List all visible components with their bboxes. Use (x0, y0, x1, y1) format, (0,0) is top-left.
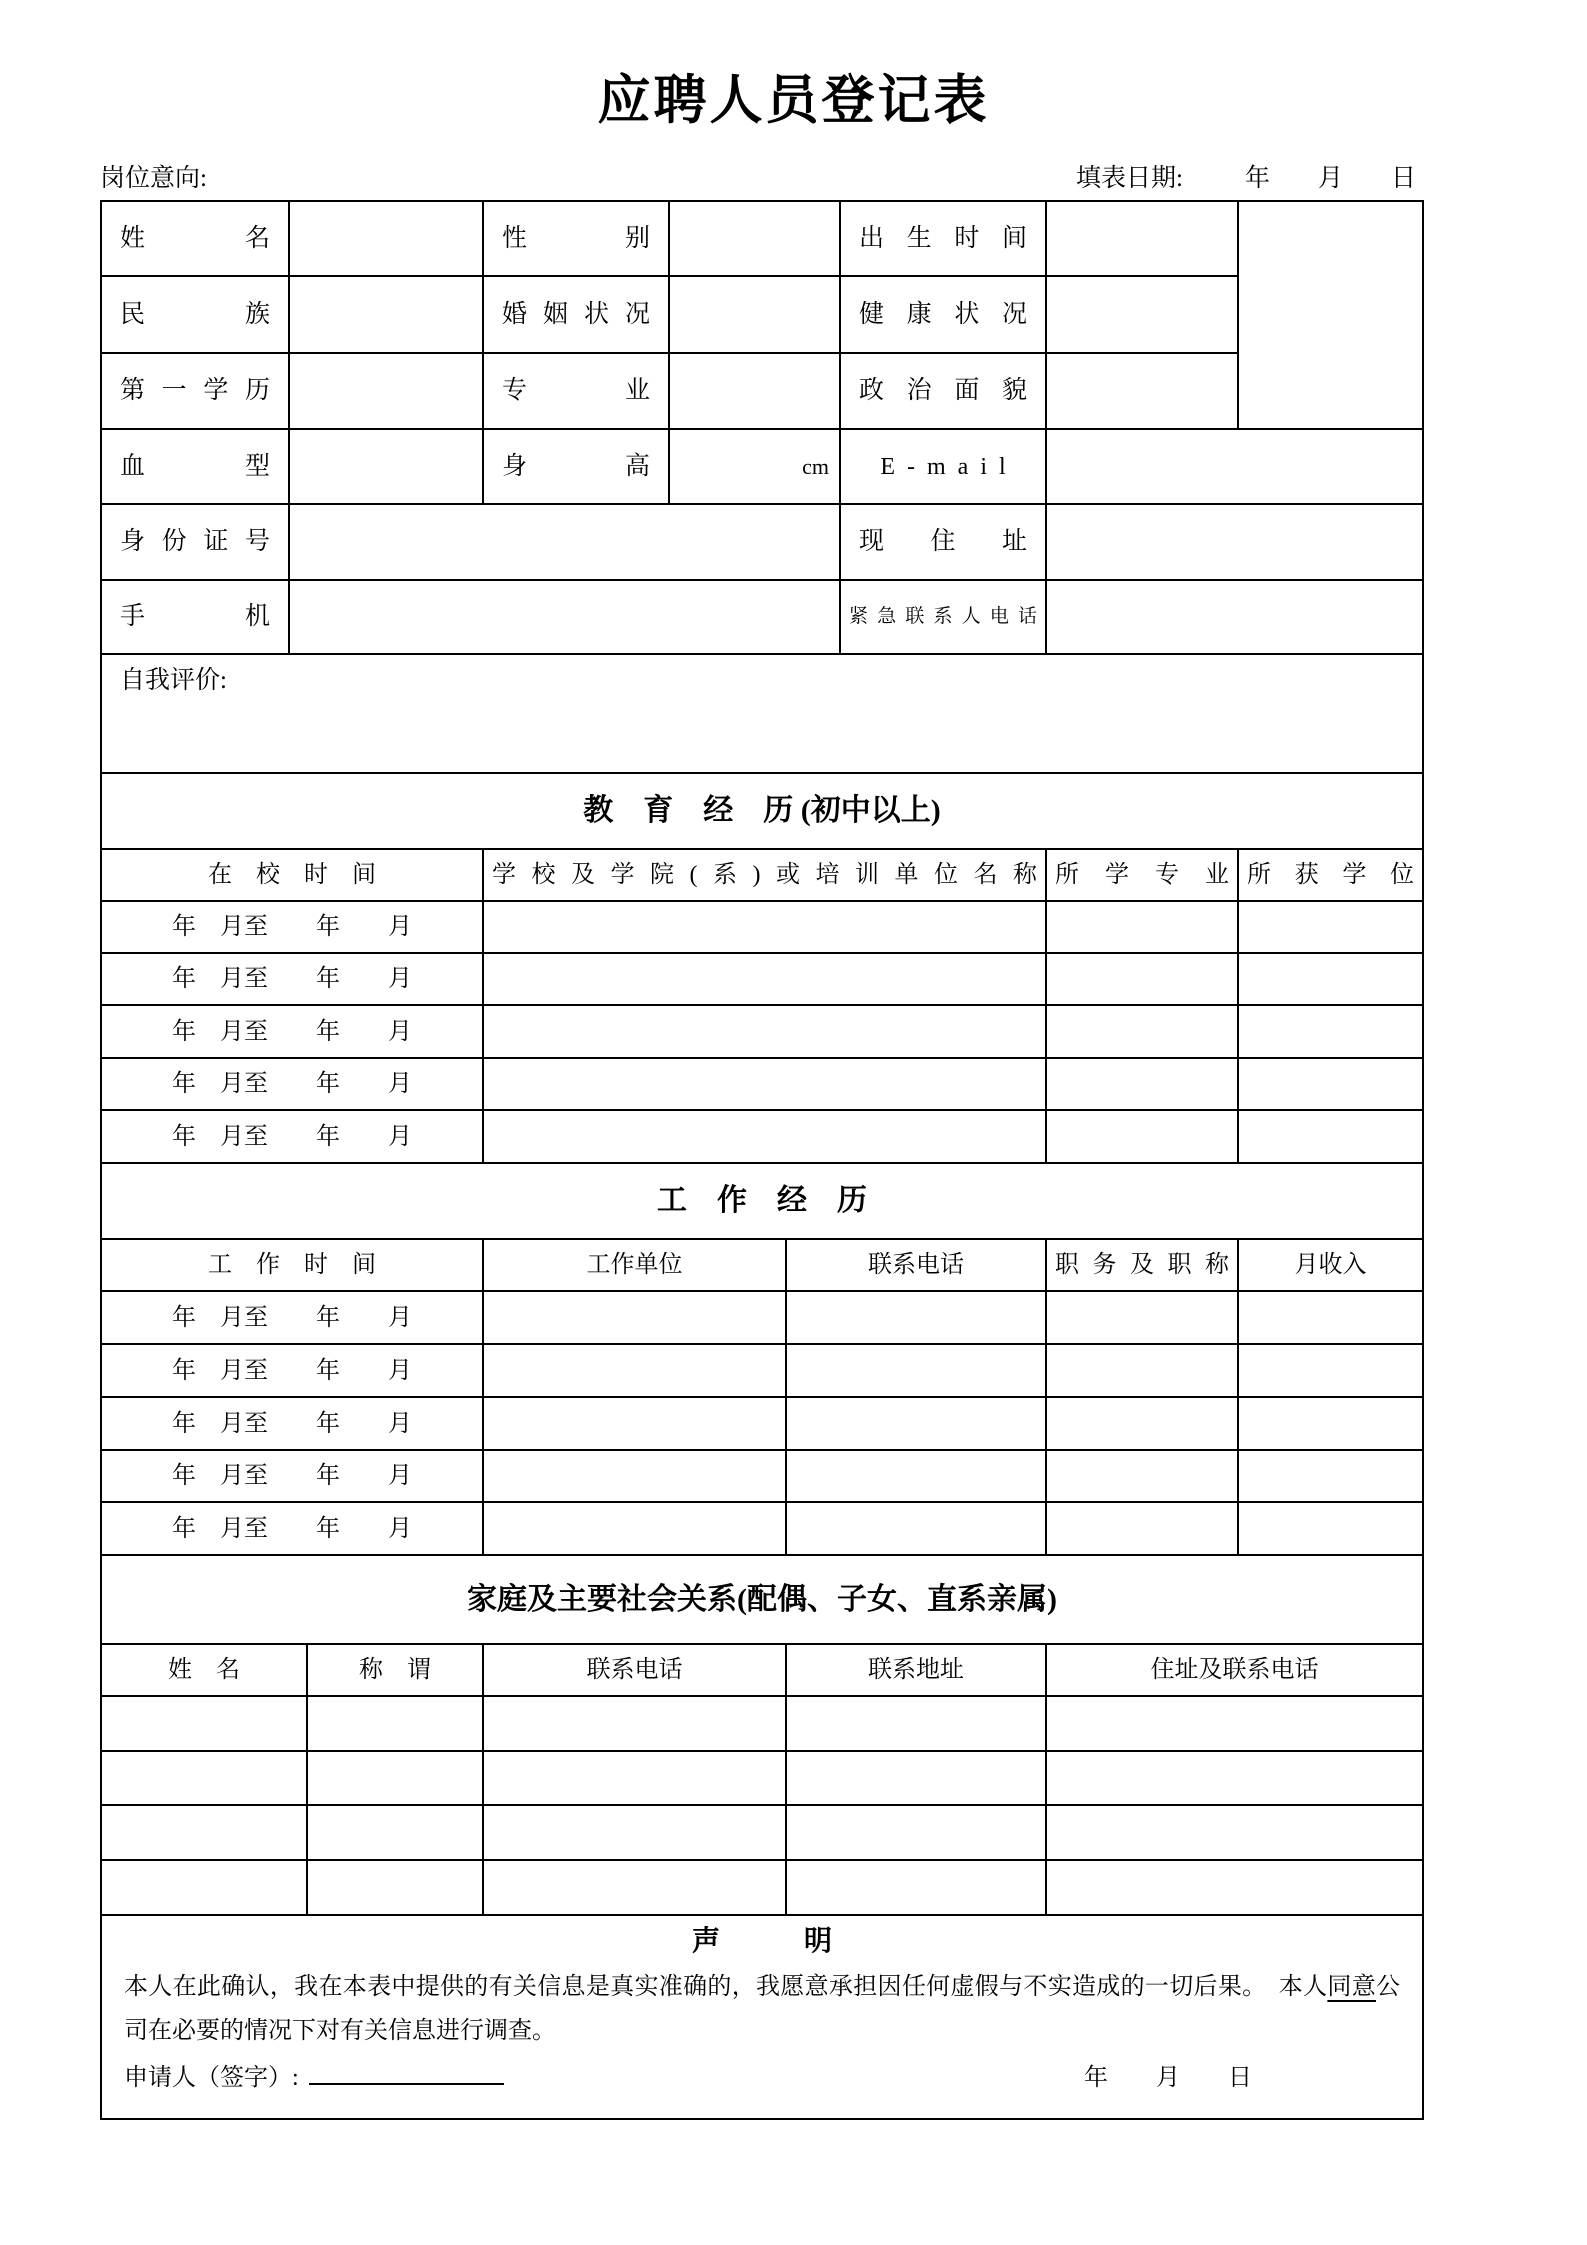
work-company-cell[interactable] (483, 1502, 786, 1555)
declaration-text-underlined: 同意 (1327, 1974, 1377, 2000)
work-phone-cell[interactable] (786, 1450, 1046, 1502)
work-company-cell[interactable] (483, 1450, 786, 1502)
edu-period-cell[interactable]: 年 月至 年 月 (101, 1005, 483, 1058)
family-header-address: 联系地址 (786, 1644, 1046, 1696)
fill-date-year[interactable]: 年 (1244, 165, 1270, 192)
edu-degree-cell[interactable] (1238, 1110, 1423, 1163)
work-period-cell[interactable]: 年 月至 年 月 (101, 1502, 483, 1555)
address-label: 现住址 (840, 504, 1046, 580)
family-section-title: 家庭及主要社会关系(配偶、子女、直系亲属) (101, 1555, 1423, 1644)
political-label: 政治面貌 (840, 353, 1046, 429)
height-field[interactable]: cm (669, 429, 840, 504)
signature-date[interactable]: 年 月 日 (1084, 2065, 1252, 2091)
height-label: 身高 (483, 429, 669, 504)
id-number-label: 身份证号 (101, 504, 289, 580)
edu-school-cell[interactable] (483, 1110, 1046, 1163)
edu-major-cell[interactable] (1046, 1005, 1238, 1058)
work-header-phone: 联系电话 (786, 1239, 1046, 1291)
work-position-cell[interactable] (1046, 1397, 1238, 1450)
family-name-cell[interactable] (101, 1696, 307, 1751)
email-field[interactable] (1046, 429, 1423, 504)
edu-school-cell[interactable] (483, 953, 1046, 1005)
work-position-cell[interactable] (1046, 1502, 1238, 1555)
work-position-cell[interactable] (1046, 1291, 1238, 1344)
family-name-cell[interactable] (101, 1860, 307, 1915)
signer-label: 申请人（签字）: (124, 2065, 299, 2091)
declaration-cell (101, 1915, 1423, 2119)
page-title: 应聘人员登记表 (597, 71, 990, 130)
family-header-phone: 联系电话 (483, 1644, 786, 1696)
work-position-cell[interactable] (1046, 1450, 1238, 1502)
work-header-position: 职务及职称 (1046, 1239, 1238, 1291)
work-income-cell[interactable] (1238, 1450, 1423, 1502)
edu-period-cell[interactable]: 年 月至 年 月 (101, 1110, 483, 1163)
first-degree-label: 第一学历 (101, 353, 289, 429)
marital-label: 婚姻状况 (483, 276, 669, 353)
declaration-body (124, 1965, 1400, 2053)
email-label: E-mail (840, 429, 1046, 504)
position-intent-label[interactable]: 岗位意向: (100, 165, 207, 192)
work-income-cell[interactable] (1238, 1397, 1423, 1450)
edu-school-cell[interactable] (483, 901, 1046, 953)
health-field[interactable] (1046, 276, 1238, 353)
id-number-field[interactable] (289, 504, 840, 580)
edu-header-major: 所学专业 (1046, 849, 1238, 901)
declaration-text-after: 公司在必要的情况下对有关信息进行调查。 (124, 1974, 1401, 2044)
work-income-cell[interactable] (1238, 1502, 1423, 1555)
work-company-cell[interactable] (483, 1291, 786, 1344)
political-field[interactable] (1046, 353, 1238, 429)
family-addr-phone-cell[interactable] (1046, 1696, 1423, 1751)
mobile-field[interactable] (289, 580, 840, 654)
family-name-cell[interactable] (101, 1805, 307, 1860)
meta-row (100, 158, 1422, 194)
birth-label: 出生时间 (840, 201, 1046, 276)
work-phone-cell[interactable] (786, 1291, 1046, 1344)
birth-field[interactable] (1046, 201, 1238, 276)
work-company-cell[interactable] (483, 1397, 786, 1450)
work-header-company: 工作单位 (483, 1239, 786, 1291)
edu-degree-cell[interactable] (1238, 901, 1423, 953)
health-label: 健康状况 (840, 276, 1046, 353)
work-phone-cell[interactable] (786, 1397, 1046, 1450)
family-relation-cell[interactable] (307, 1860, 483, 1915)
major-field[interactable] (669, 353, 840, 429)
edu-school-cell[interactable] (483, 1058, 1046, 1110)
family-relation-cell[interactable] (307, 1805, 483, 1860)
family-relation-cell[interactable] (307, 1751, 483, 1805)
work-position-cell[interactable] (1046, 1344, 1238, 1397)
self-evaluation-label: 自我评价: (120, 667, 227, 694)
family-phone-cell[interactable] (483, 1805, 786, 1860)
family-addr-phone-cell[interactable] (1046, 1805, 1423, 1860)
edu-degree-cell[interactable] (1238, 1058, 1423, 1110)
work-period-cell[interactable]: 年 月至 年 月 (101, 1291, 483, 1344)
family-phone-cell[interactable] (483, 1751, 786, 1805)
ethnicity-field[interactable] (289, 276, 483, 353)
fill-date-label: 填表日期: (1076, 165, 1183, 192)
family-phone-cell[interactable] (483, 1860, 786, 1915)
blood-field[interactable] (289, 429, 483, 504)
emergency-contact-field[interactable] (1046, 580, 1423, 654)
edu-major-cell[interactable] (1046, 1058, 1238, 1110)
edu-degree-cell[interactable] (1238, 953, 1423, 1005)
application-form-table (100, 200, 1424, 2120)
self-evaluation-cell[interactable] (101, 654, 1423, 773)
work-period-cell[interactable]: 年 月至 年 月 (101, 1397, 483, 1450)
work-phone-cell[interactable] (786, 1502, 1046, 1555)
signature-line[interactable] (309, 2057, 504, 2085)
address-field[interactable] (1046, 504, 1423, 580)
edu-header-time: 在 校 时 间 (101, 849, 483, 901)
fill-date-day[interactable]: 日 (1390, 165, 1416, 192)
major-label: 专业 (483, 353, 669, 429)
edu-major-cell[interactable] (1046, 953, 1238, 1005)
marital-field[interactable] (669, 276, 840, 353)
edu-school-cell[interactable] (483, 1005, 1046, 1058)
fill-date-group (1076, 158, 1416, 194)
gender-field[interactable] (669, 201, 840, 276)
family-name-cell[interactable] (101, 1751, 307, 1805)
family-addr-phone-cell[interactable] (1046, 1751, 1423, 1805)
edu-period-cell[interactable]: 年 月至 年 月 (101, 901, 483, 953)
family-address-cell[interactable] (786, 1751, 1046, 1805)
first-degree-field[interactable] (289, 353, 483, 429)
edu-major-cell[interactable] (1046, 901, 1238, 953)
edu-major-cell[interactable] (1046, 1110, 1238, 1163)
work-income-cell[interactable] (1238, 1344, 1423, 1397)
family-address-cell[interactable] (786, 1805, 1046, 1860)
work-phone-cell[interactable] (786, 1344, 1046, 1397)
declaration-text-before: 本人在此确认，我在本表中提供的有关信息是真实准确的，我愿意承担因任何虚假与不实造成的一切后果。 本人 (124, 1974, 1328, 2000)
edu-period-cell[interactable]: 年 月至 年 月 (101, 1058, 483, 1110)
family-addr-phone-cell[interactable] (1046, 1860, 1423, 1915)
photo-box[interactable] (1238, 201, 1423, 429)
name-label: 姓名 (101, 201, 289, 276)
family-header-addr-phone: 住址及联系电话 (1046, 1644, 1423, 1696)
work-section-title: 工 作 经 历 (101, 1163, 1423, 1239)
work-period-cell[interactable]: 年 月至 年 月 (101, 1344, 483, 1397)
signer-row (124, 2057, 1400, 2093)
edu-degree-cell[interactable] (1238, 1005, 1423, 1058)
declaration-title: 声 明 (691, 1926, 832, 1957)
family-header-name: 姓 名 (101, 1644, 307, 1696)
edu-header-school: 学校及学院(系)或培训单位名称 (483, 849, 1046, 901)
emergency-contact-label: 紧急联系人电话 (840, 580, 1046, 654)
blood-label: 血型 (101, 429, 289, 504)
edu-header-degree: 所获学位 (1238, 849, 1423, 901)
family-address-cell[interactable] (786, 1696, 1046, 1751)
family-relation-cell[interactable] (307, 1696, 483, 1751)
name-field[interactable] (289, 201, 483, 276)
ethnicity-label: 民族 (101, 276, 289, 353)
work-header-income: 月收入 (1238, 1239, 1423, 1291)
work-period-cell[interactable]: 年 月至 年 月 (101, 1450, 483, 1502)
family-address-cell[interactable] (786, 1860, 1046, 1915)
work-company-cell[interactable] (483, 1344, 786, 1397)
gender-label: 性别 (483, 201, 669, 276)
education-section-title: 教 育 经 历 (初中以上) (101, 773, 1423, 849)
family-phone-cell[interactable] (483, 1696, 786, 1751)
work-income-cell[interactable] (1238, 1291, 1423, 1344)
family-header-relation: 称 谓 (307, 1644, 483, 1696)
mobile-label: 手机 (101, 580, 289, 654)
edu-period-cell[interactable]: 年 月至 年 月 (101, 953, 483, 1005)
work-header-time: 工 作 时 间 (101, 1239, 483, 1291)
fill-date-month[interactable]: 月 (1317, 165, 1343, 192)
